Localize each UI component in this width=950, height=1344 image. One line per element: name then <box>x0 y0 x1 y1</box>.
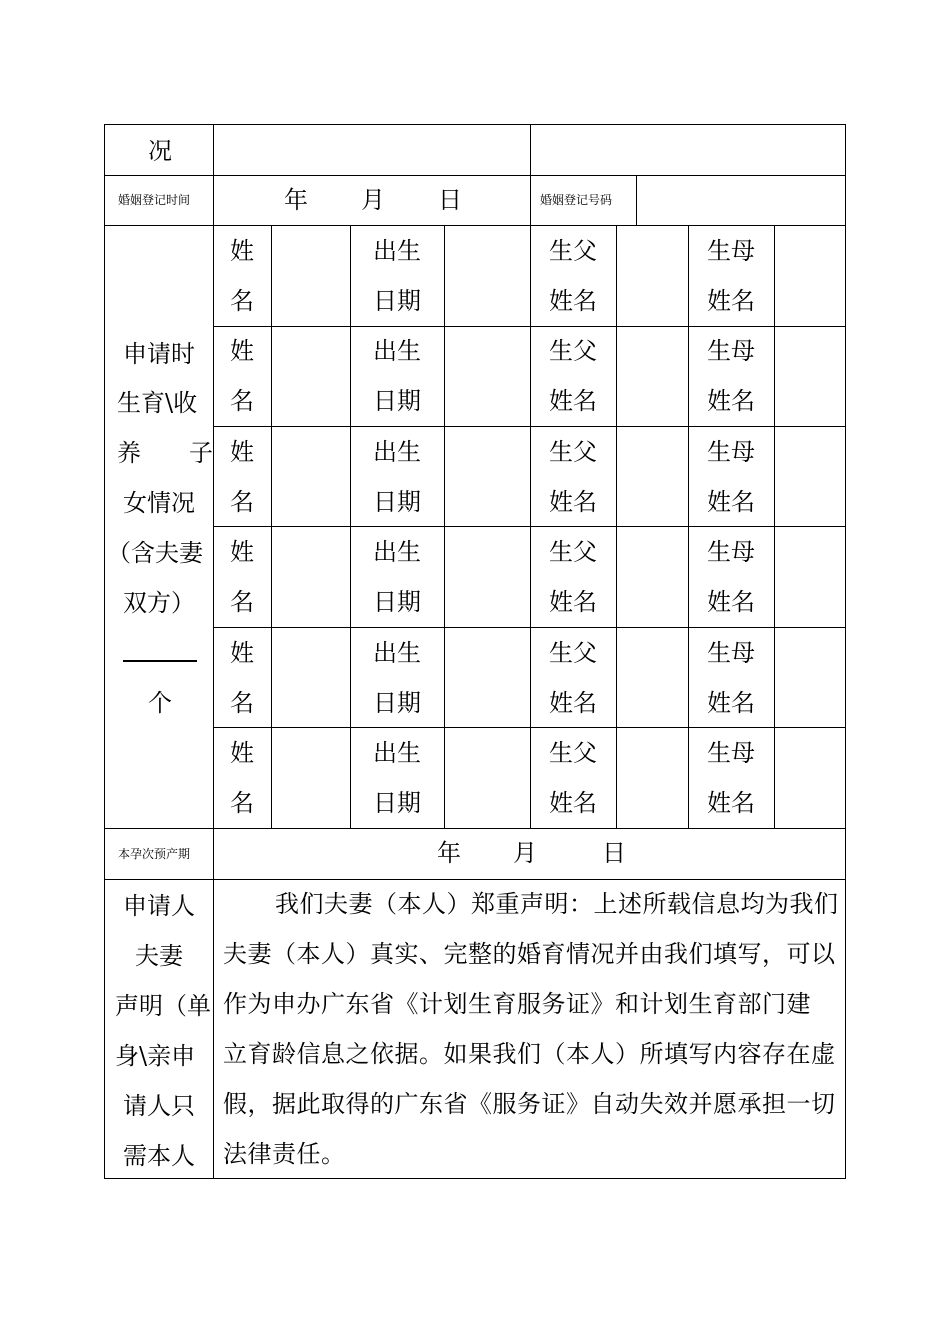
child-birth-label: 出生 <box>373 739 421 767</box>
declaration-text-line: 夫妻（本人）真实、完整的婚育情况并由我们填写，可以 <box>223 940 836 968</box>
child-father-label: 生父 <box>549 538 597 566</box>
child-birth-label: 出生 <box>373 237 421 265</box>
declaration-text-line: 假，据此取得的广东省《服务证》自动失效并愿承担一切 <box>223 1090 836 1118</box>
child-birth-label: 出生 <box>373 438 421 466</box>
child-birth-label: 出生 <box>373 337 421 365</box>
child-mother-label: 姓名 <box>707 689 755 717</box>
col-divider <box>636 175 637 225</box>
child-birth-label: 日期 <box>373 689 421 717</box>
children-section-label-line: 女情况 <box>123 489 195 517</box>
child-father-label: 生父 <box>549 639 597 667</box>
row-divider <box>105 175 845 176</box>
child-mother-label: 生母 <box>707 237 755 265</box>
child-mother-label: 姓名 <box>707 488 755 516</box>
child-birth-label: 日期 <box>373 488 421 516</box>
child-birth-label: 日期 <box>373 387 421 415</box>
col-divider <box>213 125 214 1178</box>
child-mother-label: 生母 <box>707 337 755 365</box>
declaration-label-line: 请人只 <box>123 1092 195 1120</box>
child-name-label: 名 <box>230 689 254 717</box>
child-mother-label: 生母 <box>707 438 755 466</box>
declaration-text-line: 立育龄信息之依据。如果我们（本人）所填写内容存在虚 <box>223 1040 836 1068</box>
child-father-label: 姓名 <box>549 588 597 616</box>
child-name-label: 姓 <box>230 538 254 566</box>
child-father-label: 生父 <box>549 739 597 767</box>
child-birth-label: 出生 <box>373 538 421 566</box>
child-mother-label: 姓名 <box>707 387 755 415</box>
marriage-year-label: 年 <box>284 186 308 214</box>
col-divider <box>774 225 775 828</box>
due-year-label: 年 <box>437 839 461 867</box>
child-name-label: 名 <box>230 789 254 817</box>
child-name-label: 姓 <box>230 438 254 466</box>
declaration-text-line: 法律责任。 <box>223 1140 346 1168</box>
status-label: 况 <box>148 137 172 165</box>
child-name-label: 姓 <box>230 237 254 265</box>
row-divider <box>213 627 845 628</box>
children-section-label-line: 养 子 <box>117 439 213 467</box>
row-divider <box>213 727 845 728</box>
row-divider <box>213 426 845 427</box>
child-mother-label: 姓名 <box>707 588 755 616</box>
child-father-label: 姓名 <box>549 789 597 817</box>
child-mother-label: 生母 <box>707 538 755 566</box>
col-divider <box>530 225 531 828</box>
child-birth-label: 出生 <box>373 639 421 667</box>
declaration-text-line: 我们夫妻（本人）郑重声明：上述所载信息均为我们 <box>275 890 839 918</box>
child-father-label: 生父 <box>549 237 597 265</box>
count-blank-underline <box>123 660 197 662</box>
due-month-label: 月 <box>513 839 537 867</box>
col-divider <box>444 225 445 828</box>
child-birth-label: 日期 <box>373 588 421 616</box>
child-name-label: 姓 <box>230 337 254 365</box>
children-section-label-line: 个 <box>148 689 172 717</box>
declaration-text-line: 作为申办广东省《计划生育服务证》和计划生育部门建 <box>223 990 811 1018</box>
child-name-label: 名 <box>230 287 254 315</box>
marriage-day-label: 日 <box>438 186 462 214</box>
child-mother-label: 生母 <box>707 639 755 667</box>
children-section-label-line: 双方） <box>123 589 195 617</box>
marriage-number-label: 婚姻登记号码 <box>540 193 613 207</box>
row-divider <box>105 828 845 829</box>
children-section-label-line: （含夫妻 <box>107 539 203 567</box>
children-section-label-line: 申请时 <box>123 340 195 368</box>
child-birth-label: 日期 <box>373 287 421 315</box>
child-father-label: 姓名 <box>549 387 597 415</box>
child-birth-label: 日期 <box>373 789 421 817</box>
declaration-label-line: 身\亲申 <box>115 1042 196 1070</box>
col-divider <box>271 225 272 828</box>
application-form-table <box>104 124 846 1179</box>
due-day-label: 日 <box>602 839 626 867</box>
child-mother-label: 生母 <box>707 739 755 767</box>
child-father-label: 姓名 <box>549 287 597 315</box>
declaration-label-line: 夫妻 <box>135 942 183 970</box>
declaration-label-line: 申请人 <box>123 892 195 920</box>
children-section-label-line: 生育\收 <box>117 389 198 417</box>
child-name-label: 名 <box>230 488 254 516</box>
col-divider <box>350 225 351 828</box>
child-father-label: 姓名 <box>549 689 597 717</box>
due-date-label: 本孕次预产期 <box>118 847 191 861</box>
marriage-month-label: 月 <box>361 186 385 214</box>
child-father-label: 生父 <box>549 337 597 365</box>
col-divider <box>530 125 531 225</box>
child-mother-label: 姓名 <box>707 789 755 817</box>
child-name-label: 姓 <box>230 639 254 667</box>
child-father-label: 生父 <box>549 438 597 466</box>
declaration-label-line: 需本人 <box>123 1142 195 1170</box>
row-divider <box>213 526 845 527</box>
declaration-label-line: 声明（单 <box>115 992 211 1020</box>
row-divider <box>213 326 845 327</box>
col-divider <box>688 225 689 828</box>
child-father-label: 姓名 <box>549 488 597 516</box>
child-mother-label: 姓名 <box>707 287 755 315</box>
child-name-label: 名 <box>230 387 254 415</box>
row-divider <box>105 225 845 226</box>
col-divider <box>616 225 617 828</box>
marriage-time-label: 婚姻登记时间 <box>118 193 191 207</box>
child-name-label: 名 <box>230 588 254 616</box>
child-name-label: 姓 <box>230 739 254 767</box>
